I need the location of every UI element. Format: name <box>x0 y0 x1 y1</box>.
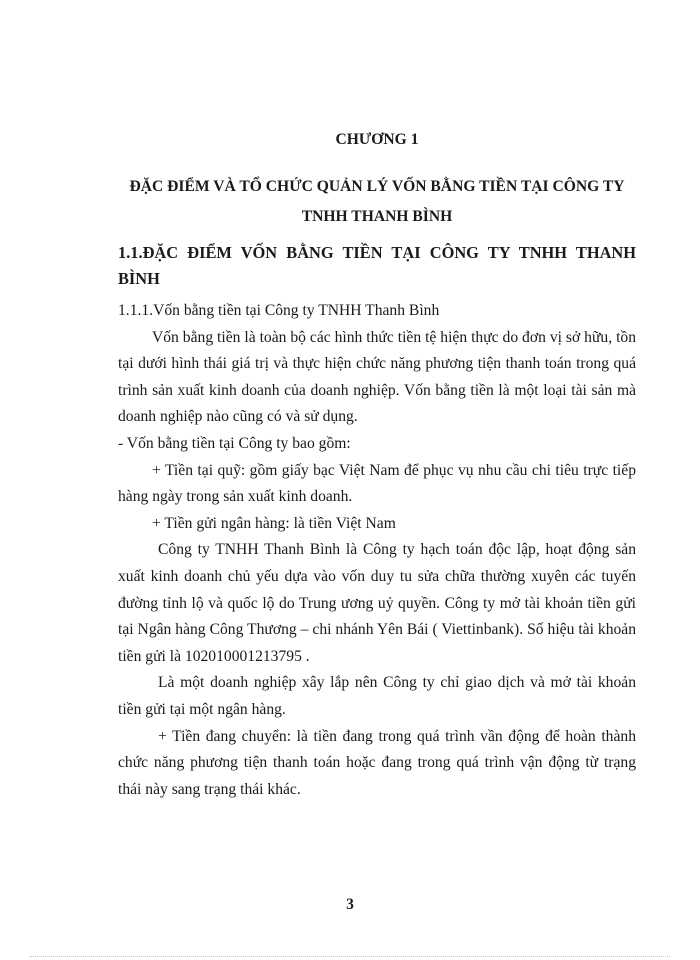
paragraph-definition: Vốn bằng tiền là toàn bộ các hình thức tiền tệ hiện thực do đơn vị sở hữu, tồn tại dưới hình thái giá trị và thực hiện chức năng phương tiện thanh toán trong quá trình sản xuất kinh doanh của doanh nghiệp. Vốn bằng tiền là một loại tài sản mà doanh nghiệp nào cũng có và sử dụng. <box>118 328 636 426</box>
paragraph-list-intro: - Vốn bằng tiền tại Công ty bao gồm: <box>118 434 351 452</box>
chapter-title: ĐẶC ĐIỂM VÀ TỔ CHỨC QUẢN LÝ VỐN BẰNG TIỀN TẠI CÔNG TY TNHH THANH BÌNH <box>129 178 625 225</box>
paragraph-company-account: Công ty TNHH Thanh Bình là Công ty hạch toán độc lập, hoạt động sản xuất kinh doanh chủ yếu dựa vào vốn duy tu sửa chữa thường xuyên các tuyến đường tỉnh lộ và quốc lộ do Trung ương uỷ quyền. Công ty mở tài khoản tiền gửi tại Ngân hàng Công Thương – chi nhánh Yên Bái ( Viettinbank). Số hiệu tài khoản tiền gửi là 102010001213795 . <box>118 541 636 665</box>
page-bottom-divider <box>30 956 670 957</box>
body-text <box>118 298 636 803</box>
paragraph-single-bank: Là một doanh nghiệp xây lắp nên Công ty chỉ giao dịch và mở tài khoản tiền gửi tại một ngân hàng. <box>118 674 636 718</box>
chapter-label: CHƯƠNG 1 <box>335 131 419 148</box>
section-heading: 1.1.ĐẶC ĐIỂM VỐN BẰNG TIỀN TẠI CÔNG TY TNHH THANH BÌNH <box>118 243 636 288</box>
subsection-heading: 1.1.1.Vốn bằng tiền tại Công ty TNHH Thanh Bình <box>118 302 440 319</box>
paragraph-cash-in-transit: + Tiền đang chuyển: là tiền đang trong quá trình vần động để hoàn thành chức năng phương tiện thanh toán hoặc đang trong quá trình vận động từ trạng thái này sang trạng thái khác. <box>118 727 636 798</box>
paragraph-bank-deposits: + Tiền gửi ngân hàng: là tiền Việt Nam <box>152 514 396 532</box>
paragraph-cash-on-hand: + Tiền tại quỹ: gồm giấy bạc Việt Nam để phục vụ nhu cầu chi tiêu trực tiếp hàng ngày trong sản xuất kinh doanh. <box>118 461 636 506</box>
page-number: 3 <box>346 896 354 913</box>
